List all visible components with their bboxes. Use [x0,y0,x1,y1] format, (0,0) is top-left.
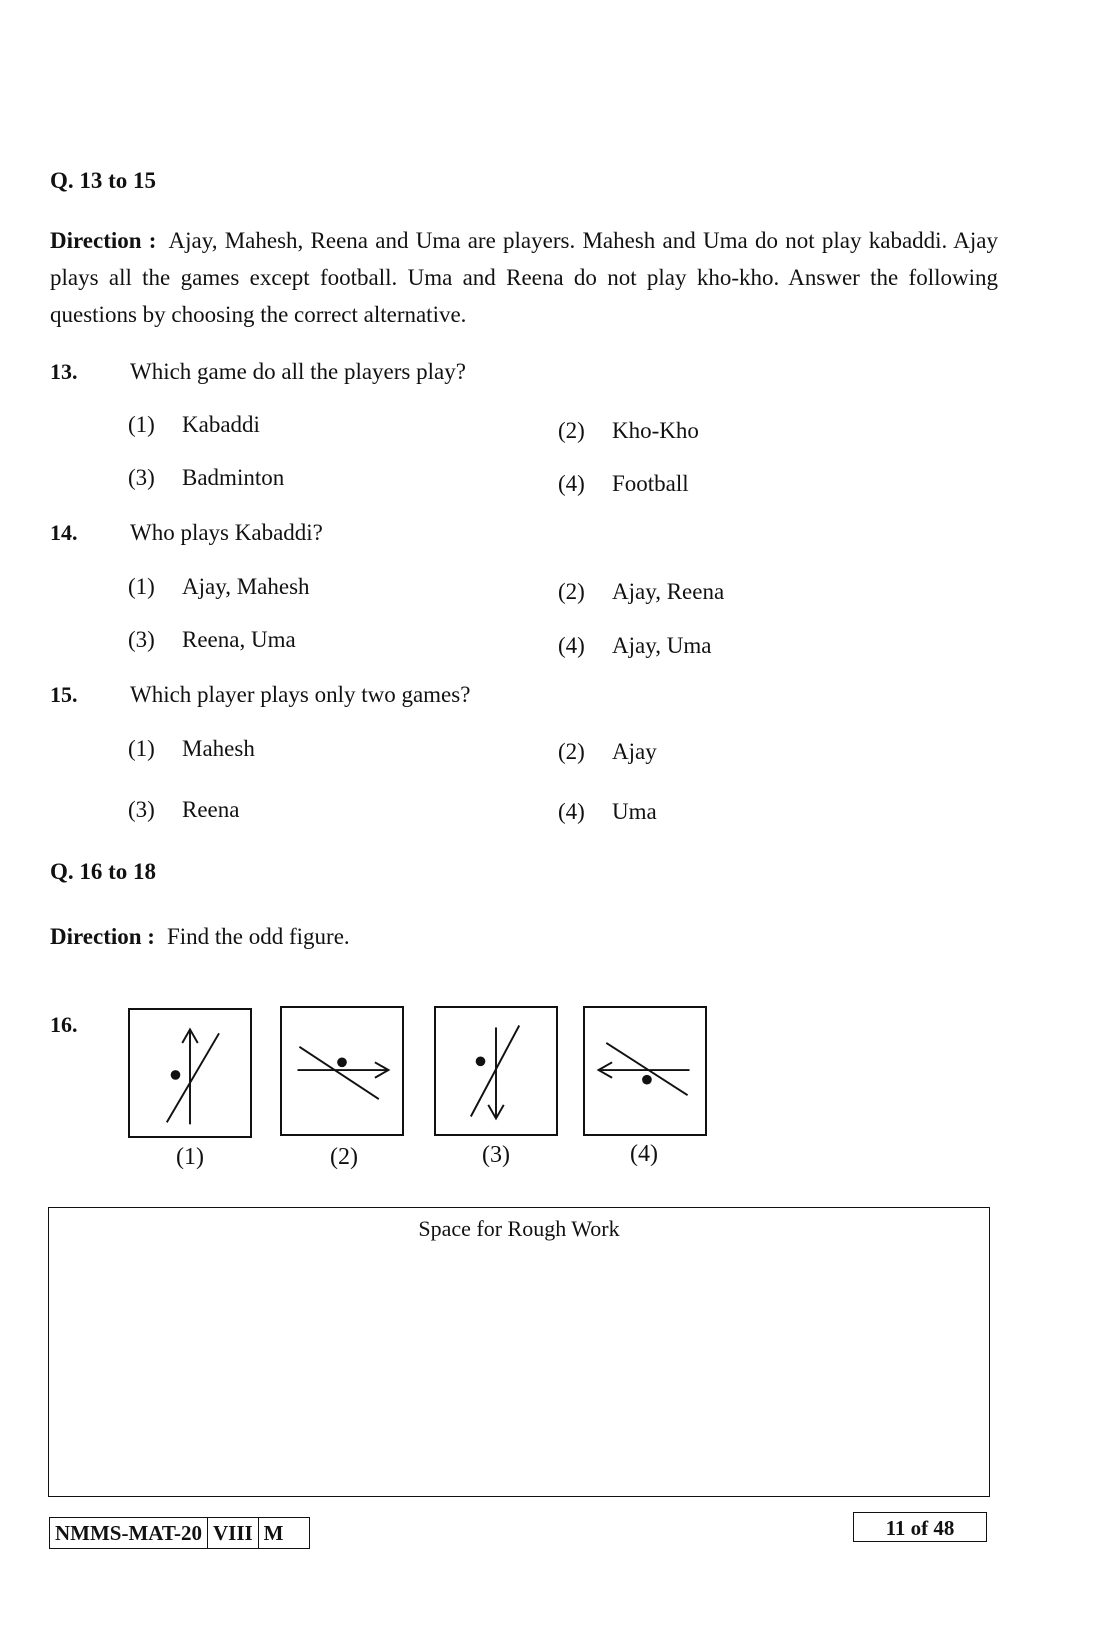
figure-4-drawing [585,1008,705,1134]
direction-label: Direction : [50,924,155,949]
option-number: (4) [558,633,585,658]
direction-paragraph-13-15 [50,222,998,333]
figure-4[interactable] [583,1006,707,1136]
option-text: Ajay, Uma [612,633,712,658]
paper-code: NMMS-MAT-20 [50,1518,208,1548]
option-text: Reena, Uma [182,627,296,652]
rough-work-title: Space for Rough Work [418,1216,620,1241]
figure-3-drawing [436,1008,556,1134]
section-heading-16-18: Q. 16 to 18 [50,859,157,884]
class-code: VIII [208,1518,259,1548]
option-number: (2) [558,579,585,604]
option-number: (1) [128,736,155,761]
question-13-option-1[interactable] [128,410,260,440]
option-number: (1) [128,412,155,437]
option-text: Mahesh [182,736,255,761]
option-number: (3) [128,627,155,652]
question-16-number: 16. [50,1012,78,1037]
question-14-option-2[interactable] [558,577,724,607]
option-number: (3) [128,797,155,822]
figure-4-label: (4) [630,1141,658,1167]
option-text: Kho-Kho [612,418,699,443]
question-14-text: Who plays Kabaddi? [130,520,323,545]
figure-3[interactable] [434,1006,558,1136]
question-13-option-2[interactable] [558,416,699,446]
option-number: (4) [558,471,585,496]
option-number: (2) [558,418,585,443]
direction-paragraph-16-18 [50,922,350,952]
figure-3-label: (3) [482,1142,510,1168]
question-15-option-2[interactable] [558,737,657,767]
figure-1-drawing [130,1010,250,1136]
question-15-option-4[interactable] [558,797,657,827]
question-15-option-3[interactable] [128,795,239,825]
question-15-text: Which player plays only two games? [130,682,471,707]
question-13-option-4[interactable] [558,469,689,499]
figure-2-label: (2) [330,1144,358,1170]
direction-label: Direction : [50,228,157,253]
question-13-number: 13. [50,359,78,384]
option-text: Ajay, Mahesh [182,574,310,599]
figure-2[interactable] [280,1006,404,1136]
question-13-text: Which game do all the players play? [130,359,466,384]
question-15-option-1[interactable] [128,734,255,764]
option-text: Kabaddi [182,412,260,437]
option-text: Ajay, Reena [612,579,725,604]
option-number: (3) [128,465,155,490]
question-15-number: 15. [50,682,78,707]
option-text: Ajay [612,739,657,764]
option-text: Reena [182,797,240,822]
figure-2-drawing [282,1008,402,1134]
medium-code: M [263,1521,284,1545]
question-14-option-3[interactable] [128,625,296,655]
option-text: Uma [612,799,657,824]
option-number: (1) [128,574,155,599]
figure-1-label: (1) [176,1144,204,1170]
rough-work-area[interactable] [48,1207,990,1497]
direction-text: Find the odd figure. [166,924,350,949]
question-14-number: 14. [50,520,78,545]
direction-text: Ajay, Mahesh, Reena and Uma are players. Mahesh and Uma do not play kabaddi. Ajay plays all the games except football. Uma and Reena do not play kho-kho. Answer the following questions by choosing the correct alternative. [50,228,998,327]
option-number: (4) [558,799,585,824]
figure-1[interactable] [128,1008,252,1138]
question-14-option-4[interactable] [558,631,711,661]
paper-code-box [49,1517,310,1549]
question-14-option-1[interactable] [128,572,310,602]
question-13-option-3[interactable] [128,463,284,493]
section-heading-13-15: Q. 13 to 15 [50,168,157,193]
option-number: (2) [558,739,585,764]
option-text: Football [612,471,689,496]
page-number: 11 of 48 [853,1512,987,1542]
option-text: Badminton [182,465,285,490]
